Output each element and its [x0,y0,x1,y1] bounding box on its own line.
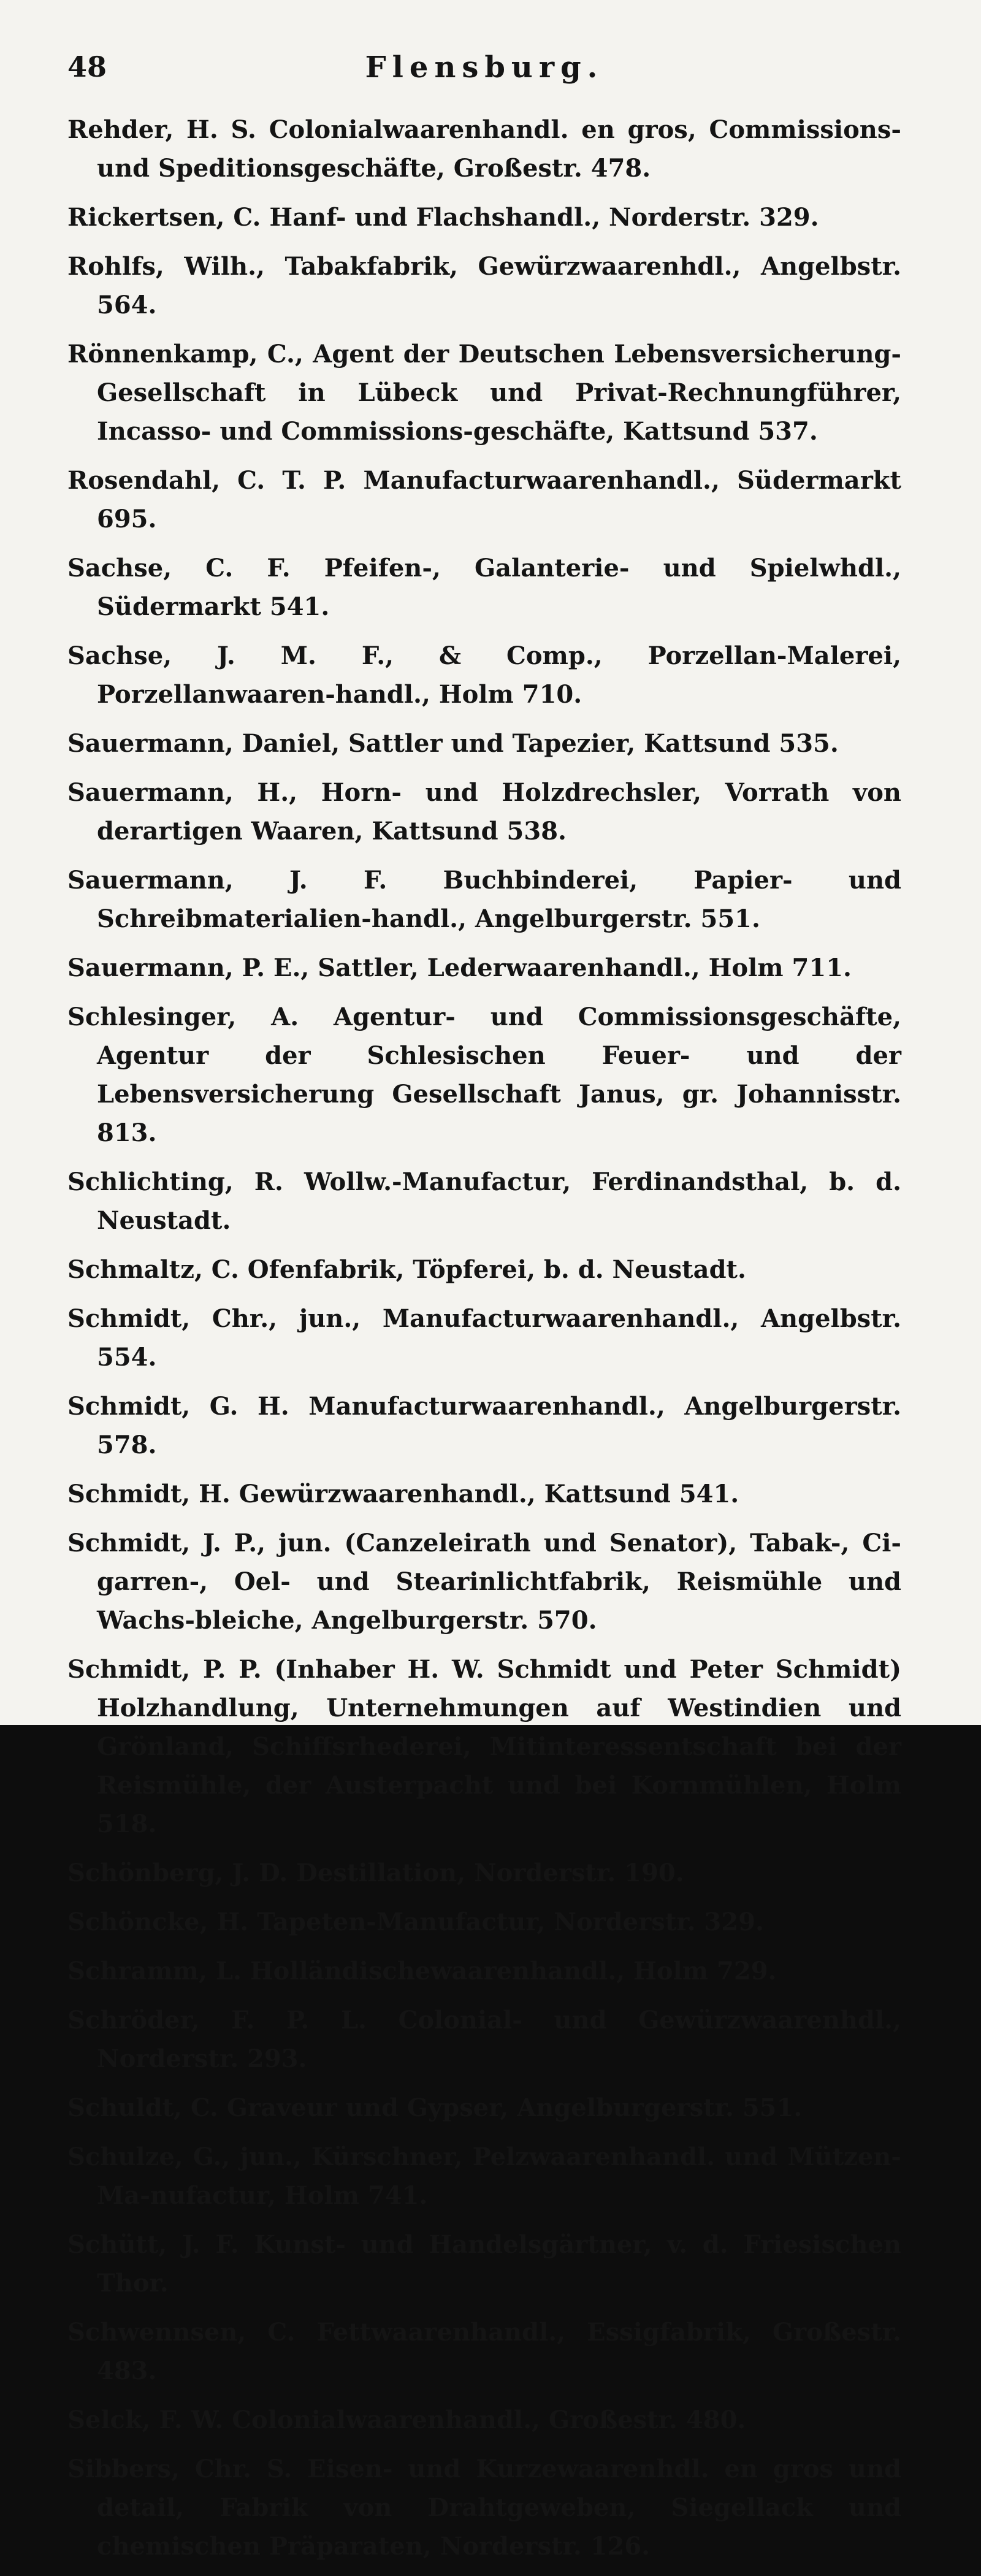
directory-entry: Schmidt, H. Gewürzwaarenhandl., Kattsund 541. [67,1480,739,1508]
directory-entry: Schönberg, J. D. Destillation, Norderstr. 190. [67,1859,684,1887]
directory-entry: Sauermann, H., Horn- und Holzdrechsler, Vorrath von derartigen Waaren, Kattsund 538. [67,778,901,846]
directory-entry: Schuldt, C. Graveur und Gypser, Angelburgerstr. 551. [67,2093,803,2122]
directory-entry: Rohlfs, Wilh., Tabakfabrik, Gewürzwaarenhdl., Angelbstr. 564. [67,252,901,319]
directory-entry: Rosendahl, C. T. P. Manufacturwaarenhandl., Südermarkt 695. [67,466,901,533]
directory-entry: Selck, F. W. Colonialwaarenhandl., Großestr. 480. [67,2406,746,2434]
directory-entry: Sauermann, P. E., Sattler, Lederwaarenhandl., Holm 711. [67,954,852,982]
directory-entry: Sachse, J. M. F., & Comp., Porzellan-Malerei, Porzellanwaaren-handl., Holm 710. [67,641,901,709]
directory-entry: Schmaltz, C. Ofenfabrik, Töpferei, b. d. Neustadt. [67,1255,746,1284]
directory-entry: Schmidt, Chr., jun., Manufacturwaarenhandl., Angelbstr. 554. [67,1304,901,1372]
page-number: 48 [67,50,107,83]
directory-entry: Schröder, F. P. L. Colonial- und Gewürzwaarenhdl., Norderstr. 293. [67,2006,901,2073]
directory-entry: Schmidt, G. H. Manufacturwaarenhandl., Angelburgerstr. 578. [67,1392,901,1459]
directory-entry: Rickertsen, C. Hanf- und Flachshandl., Norderstr. 329. [67,203,819,232]
directory-entry: Schlesinger, A. Agentur- und Commissionsgeschäfte, Agentur der Schlesischen Feuer- und der Lebensversicherung Gesellschaft Janus, gr. Johannisstr. 813. [67,1003,901,1147]
directory-entry: Sauermann, Daniel, Sattler und Tapezier, Kattsund 535. [67,729,839,758]
directory-entries [67,110,901,2576]
directory-entry: Schmidt, J. P., jun. (Canzeleirath und Senator), Tabak-, Ci-garren-, Oel- und Stearinlichtfabrik, Reismühle und Wachs-bleiche, Angelburgerstr. 570. [67,1529,901,1635]
directory-entry: Schmidt, P. P. (Inhaber H. W. Schmidt und Peter Schmidt) Holzhandlung, Unternehmungen auf Westindien und Grönland, Schiffsrhederei, Mitinteressentschaft bei der Reismühle, der Austerpacht und bei Kornmühlen, Holm 518. [67,1655,901,1838]
directory-entry: Sachse, C. F. Pfeifen-, Galanterie- und Spielwhdl., Südermarkt 541. [67,554,901,621]
page-header [67,50,901,93]
directory-entry: Schlichting, R. Wollw.-Manufactur, Ferdinandsthal, b. d. Neustadt. [67,1168,901,1235]
directory-entry: Rehder, H. S. Colonialwaarenhandl. en gros, Commissions- und Speditionsgeschäfte, Großestr. 478. [67,115,901,183]
directory-entry: Schwennsen, C. Fettwaarenhandl., Essigfabrik, Großestr. 483. [67,2318,901,2385]
directory-entry: Schulze, G., jun., Kürschner, Pelzwaarenhandl. und Mützen-Ma-nufactur, Holm 741. [67,2142,901,2210]
directory-entry: Rönnenkamp, C., Agent der Deutschen Lebensversicherung-Gesellschaft in Lübeck und Privat-Rechnungführer, Incasso- und Commissions-geschäfte, Kattsund 537. [67,340,901,446]
directory-entry: Schramm, L. Holländischewaarenhandl., Holm 729. [67,1957,777,1986]
running-title: Flensburg. [365,50,604,85]
directory-entry: Sauermann, J. F. Buchbinderei, Papier- und Schreibmaterialien-handl., Angelburgerstr. 551. [67,866,901,933]
directory-entry: Schütt, J. F. Kunst- und Handelsgärtner, v. d. Friesischen Thor. [67,2230,901,2298]
directory-entry: Schöncke, H. Tapeten-Manufactur, Norderstr. 329. [67,1908,764,1936]
directory-entry: Sibbers, Chr. S. Eisen- und Kurzewaarenhdl. en gros und detail, Fabrik von Drahtgeweben, Siegellack und chemischen Präparaten, Norderstr. 126. [67,2455,901,2561]
